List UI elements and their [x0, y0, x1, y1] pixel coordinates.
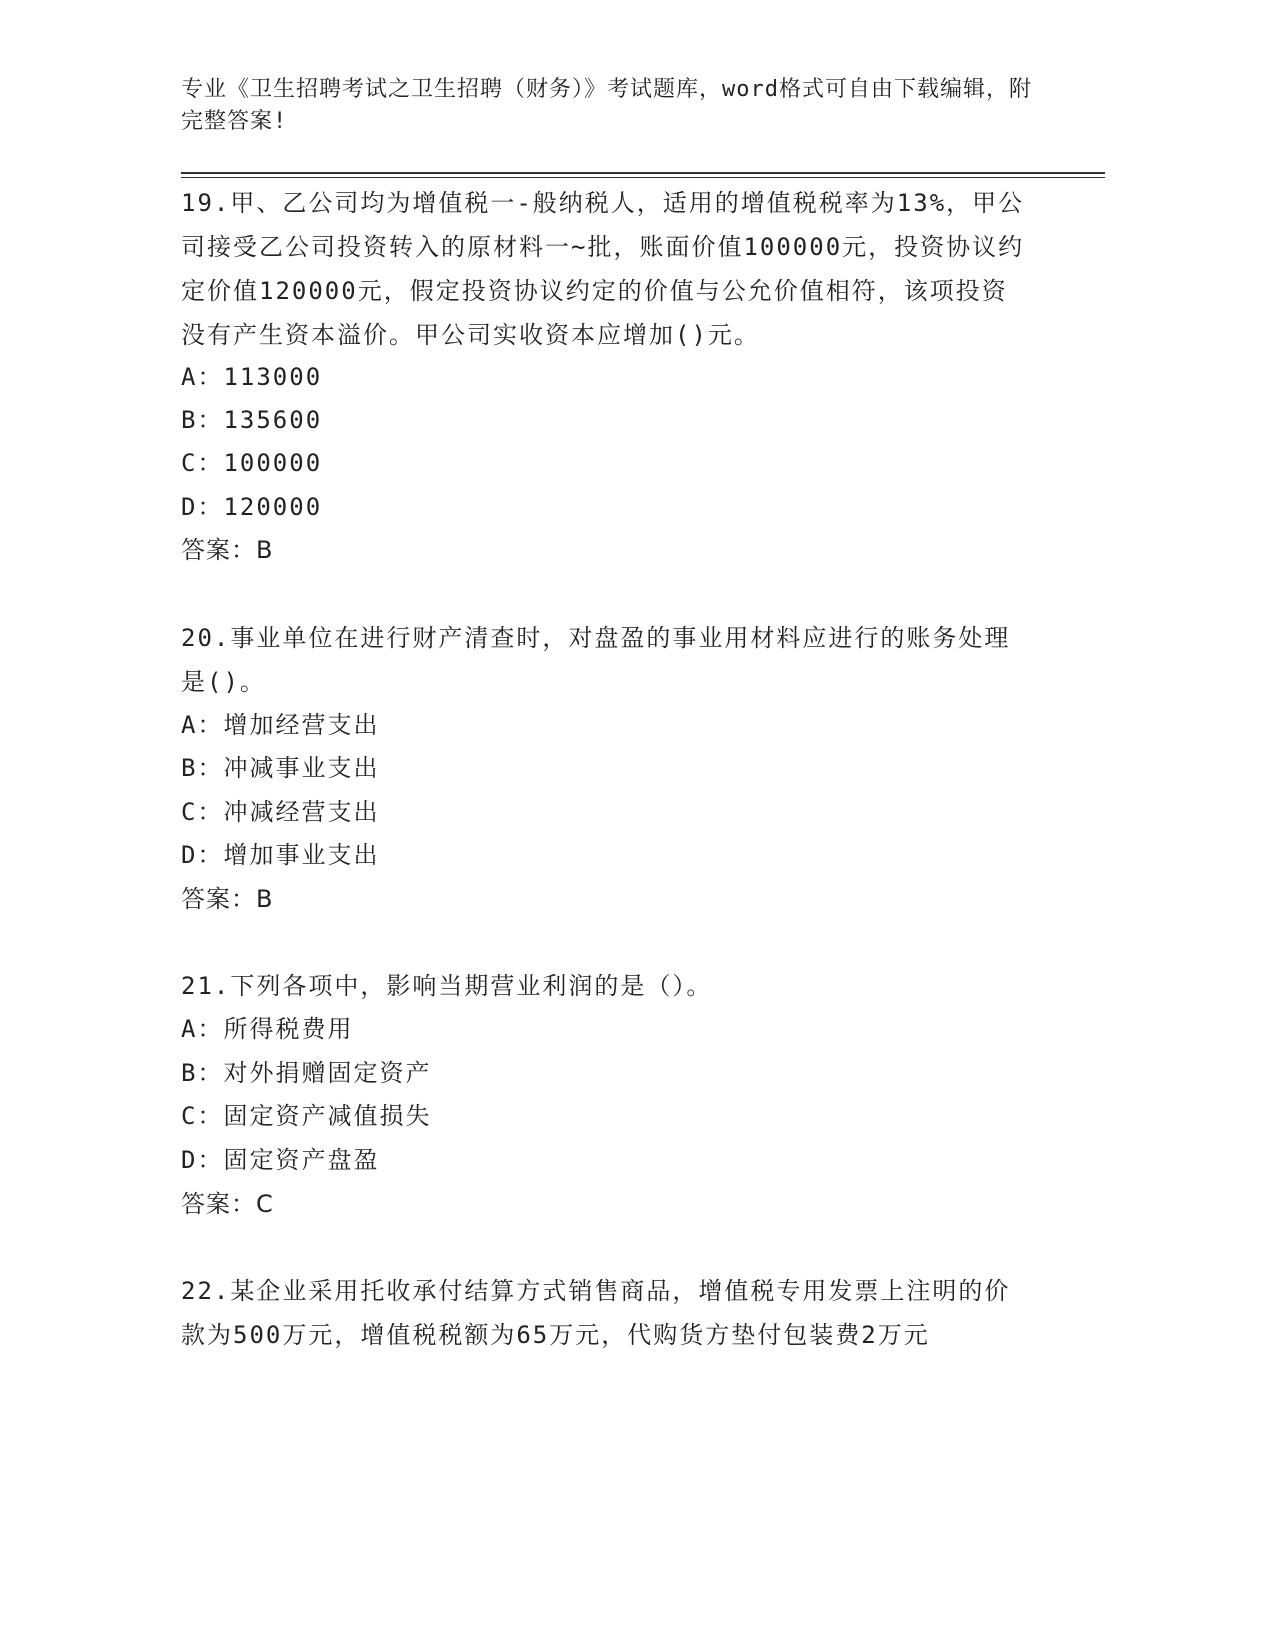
- question-19-answer: 答案：B: [181, 536, 274, 564]
- header-divider: [181, 172, 1105, 174]
- question-20-answer: 答案：B: [181, 885, 274, 913]
- question-20-text: 20.事业单位在进行财产清查时，对盘盈的事业用材料应进行的账务处理是()。: [181, 624, 1011, 696]
- question-21-option-d: D：固定资产盘盈: [181, 1146, 380, 1174]
- document-header: 专业《卫生招聘考试之卫生招聘（财务）》考试题库，word格式可自由下载编辑，附完整答案!: [181, 77, 1032, 134]
- question-19-option-d: D：120000: [181, 493, 323, 521]
- question-19-option-b: B：135600: [181, 406, 323, 434]
- question-21-text: 21.下列各项中，影响当期营业利润的是（）。: [181, 972, 713, 1000]
- question-20-option-b: B：冲减事业支出: [181, 754, 380, 782]
- question-19-option-a: A：113000: [181, 363, 323, 391]
- question-20-option-a: A：增加经营支出: [181, 711, 380, 739]
- question-19-option-c: C：100000: [181, 449, 323, 477]
- question-20-option-d: D：增加事业支出: [181, 841, 380, 869]
- question-21-option-c: C：固定资产减值损失: [181, 1102, 432, 1130]
- question-21-answer: 答案：C: [181, 1190, 274, 1218]
- question-19-text: 19.甲、乙公司均为增值税一-般纳税人，适用的增值税税率为13%，甲公司接受乙公司投资转入的原材料一~批，账面价值100000元，投资协议约定价值120000元，假定投资协议约定的价值与公允价值相符，该项投资没有产生资本溢价。甲公司实收资本应增加()元。: [181, 189, 1025, 349]
- question-21-option-b: B：对外捐赠固定资产: [181, 1059, 432, 1087]
- question-20-option-c: C：冲减经营支出: [181, 798, 380, 826]
- header-divider-thin: [181, 177, 1105, 178]
- question-21-option-a: A：所得税费用: [181, 1015, 354, 1043]
- question-22-text: 22.某企业采用托收承付结算方式销售商品，增值税专用发票上注明的价款为500万元，增值税税额为65万元，代购货方垫付包装费2万元: [181, 1277, 1011, 1349]
